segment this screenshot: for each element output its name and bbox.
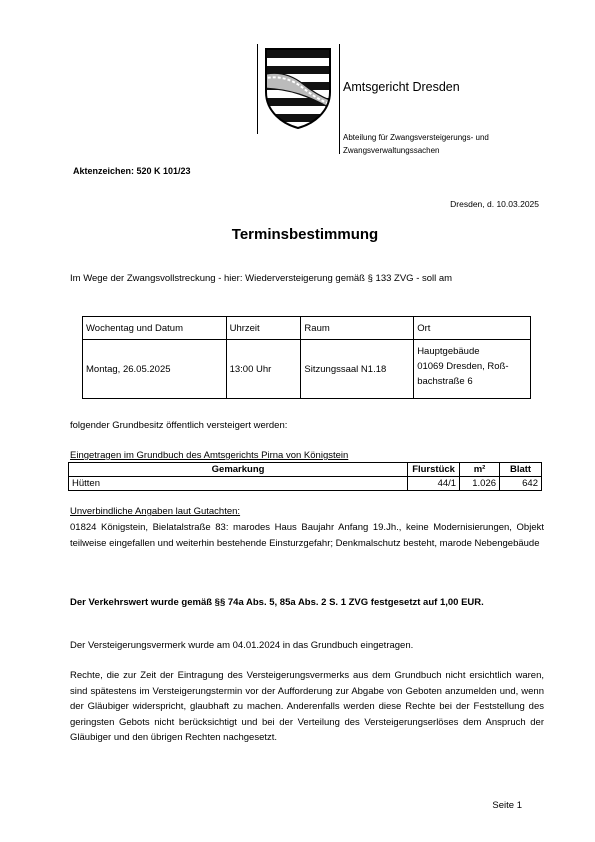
appointment-row [83, 340, 531, 399]
location-line-2: 01069 Dresden, Roß- [417, 361, 509, 372]
appointment-table [82, 316, 531, 399]
market-value-statement: Der Verkehrswert wurde gemäß §§ 74a Abs. 5, 85a Abs. 2 S. 1 ZVG festgesetzt auf 1,00 EUR. [70, 597, 484, 608]
appointment-table-header [83, 317, 531, 340]
following-text: folgender Grundbesitz öffentlich versteigert werden: [70, 420, 288, 431]
table-row [69, 477, 542, 491]
document-date: Dresden, d. 10.03.2025 [450, 199, 539, 209]
appraisal-title: Unverbindliche Angaben laut Gutachten: [70, 506, 241, 517]
header-divider-right [339, 44, 340, 154]
cell-area: 1.026 [460, 477, 500, 491]
cell-blatt: 642 [500, 477, 542, 491]
header-time: Uhrzeit [226, 317, 301, 340]
case-number: Aktenzeichen: 520 K 101/23 [73, 166, 191, 176]
header-flurstueck: Flurstück [408, 463, 460, 477]
location-line-1: Hauptgebäude [417, 346, 480, 357]
auction-note: Der Versteigerungsvermerk wurde am 04.01.2024 in das Grundbuch eingetragen. [70, 640, 414, 651]
header-location: Ort [414, 317, 531, 340]
appointment-date: Montag, 26.05.2025 [83, 340, 227, 399]
document-title: Terminsbestimmung [231, 226, 379, 243]
land-register-table [68, 462, 542, 491]
appointment-time: 13:00 Uhr [226, 340, 301, 399]
saxony-coat-of-arms-icon [263, 46, 333, 130]
header-date: Wochentag und Datum [83, 317, 227, 340]
intro-text: Im Wege der Zwangsvollstreckung - hier: Wiederversteigerung gemäß § 133 ZVG - soll am [70, 273, 453, 284]
appointment-location [414, 340, 531, 399]
header-gemarkung: Gemarkung [69, 463, 408, 477]
header-divider-left [257, 44, 258, 134]
page-number: Seite 1 [492, 800, 522, 811]
location-line-3: bachstraße 6 [417, 376, 473, 387]
cell-gemarkung: Hütten [69, 477, 408, 491]
court-name: Amtsgericht Dresden [343, 80, 460, 94]
header-area: m² [460, 463, 500, 477]
department [343, 131, 543, 157]
department-line-1: Abteilung für Zwangsversteigerungs- und [343, 133, 489, 142]
land-register-header [69, 463, 542, 477]
department-line-2: Zwangsverwaltungssachen [343, 146, 440, 155]
land-register-title: Eingetragen im Grundbuch des Amtsgerichts Pirna von Königstein [70, 450, 349, 461]
cell-flurstueck: 44/1 [408, 477, 460, 491]
rights-notice: Rechte, die zur Zeit der Eintragung des Versteigerungsvermerks aus dem Grundbuch nicht ersichtlich waren, sind spätestens im Versteigerungstermin vor der Aufforderung zur Abgabe von Geboten anzumelden und, wenn der Gläubiger widerspricht, glaubhaft zu machen. Anderenfalls werden diese Rechte bei der Feststellung des geringsten Gebots nicht berücksichtigt und bei der Verteilung des Versteigerungserlöses dem Anspruch der Gläubiger und den übrigen Rechten nachgesetzt. [70, 670, 544, 744]
header-blatt: Blatt [500, 463, 542, 477]
appraisal-text: 01824 Königstein, Bielatalstraße 83: marodes Haus Baujahr Anfang 19.Jh., keine Modernisierungen, Objekt teilweise eingefallen und weiterhin bestehende Einsturzgefahr; Denkmalschutz besteht, marode Nebengebäude [70, 522, 544, 549]
appointment-room: Sitzungssaal N1.18 [301, 340, 414, 399]
header-room: Raum [301, 317, 414, 340]
